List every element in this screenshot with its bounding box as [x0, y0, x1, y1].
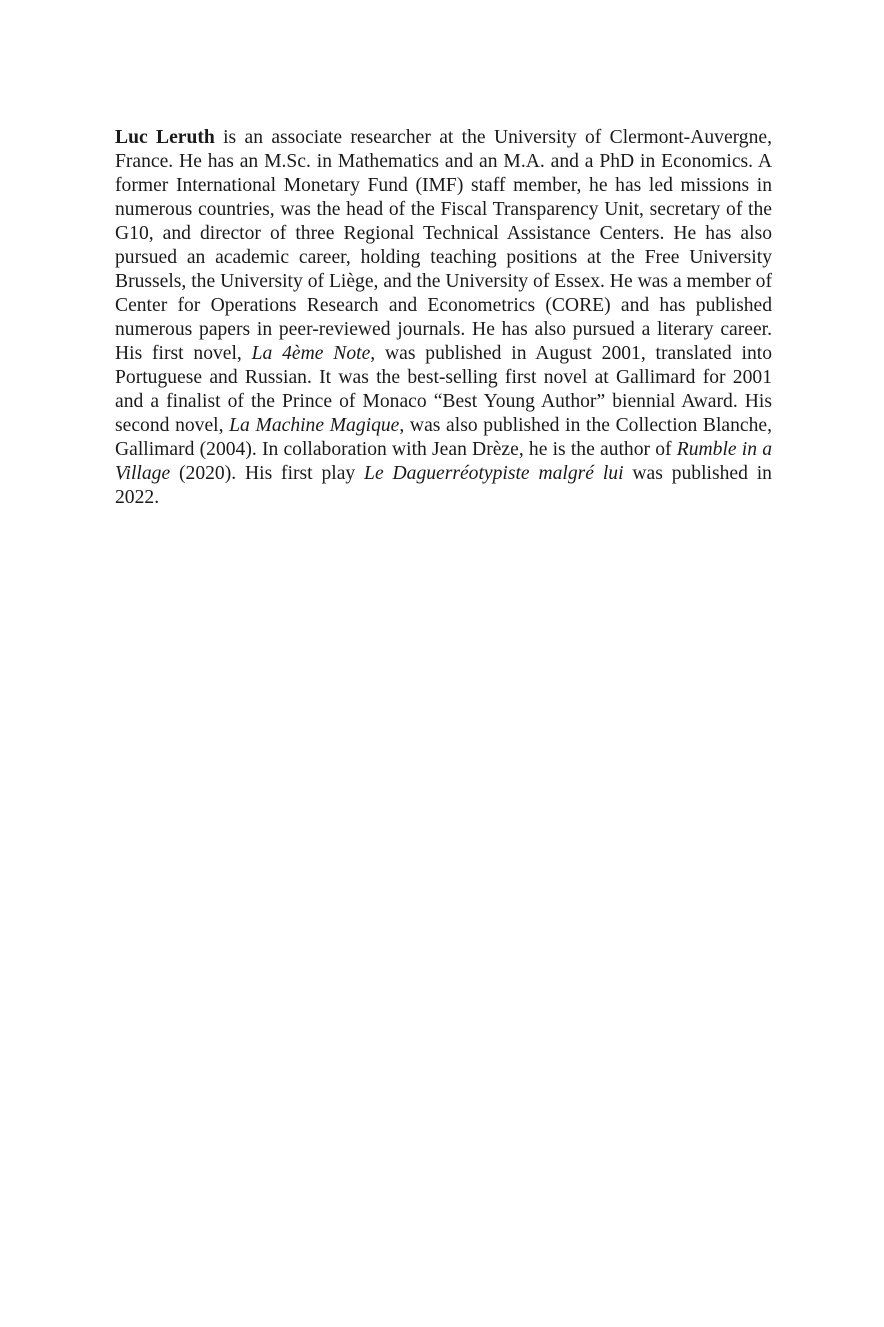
author-name: Luc Leruth	[115, 127, 215, 148]
author-bio-paragraph	[115, 126, 772, 510]
second-novel-title: La Machine Magique	[229, 415, 400, 436]
collaboration-title: Rumble in a Village	[115, 439, 773, 484]
bio-text-segment: is an associate researcher at the University of Clermont-Auvergne, France. He has an M.Sc. in Mathematics and an M.A. and a PhD in Economics. A former International Monetary Fund (IMF) staff member, he has led missions in numerous countries, was the head of the Fiscal Transparency Unit, secretary of the G10, and director of three Regional Technical Assistance Centers. He has also pursued an academic career, holding teaching positions at the Free University Brussels, the University of Liège, and the University of Essex. He was a member of Center for Operations Research and Econometrics (CORE) and has published numerous papers in peer-reviewed journals. He has also pursued a literary career. His first novel,	[115, 127, 772, 364]
bio-text-segment: , was published in August 2001, translated into Portuguese and Russian. It was the best-selling first novel at Gallimard for 2001 and a finalist of the Prince of Monaco “Best Young Author” biennial Award. His second novel,	[115, 343, 773, 436]
bio-text-segment: (2020). His first play	[170, 463, 365, 484]
bio-text-segment: , was also published in the Collection Blanche, Gallimard (2004). In collaboration with Jean Drèze, he is the author of	[115, 415, 772, 460]
first-play-title: Le Daguerréotypiste malgré lui	[364, 463, 624, 484]
bio-text-segment: was published in 2022.	[115, 463, 772, 508]
first-novel-title: La 4ème Note	[251, 343, 371, 364]
